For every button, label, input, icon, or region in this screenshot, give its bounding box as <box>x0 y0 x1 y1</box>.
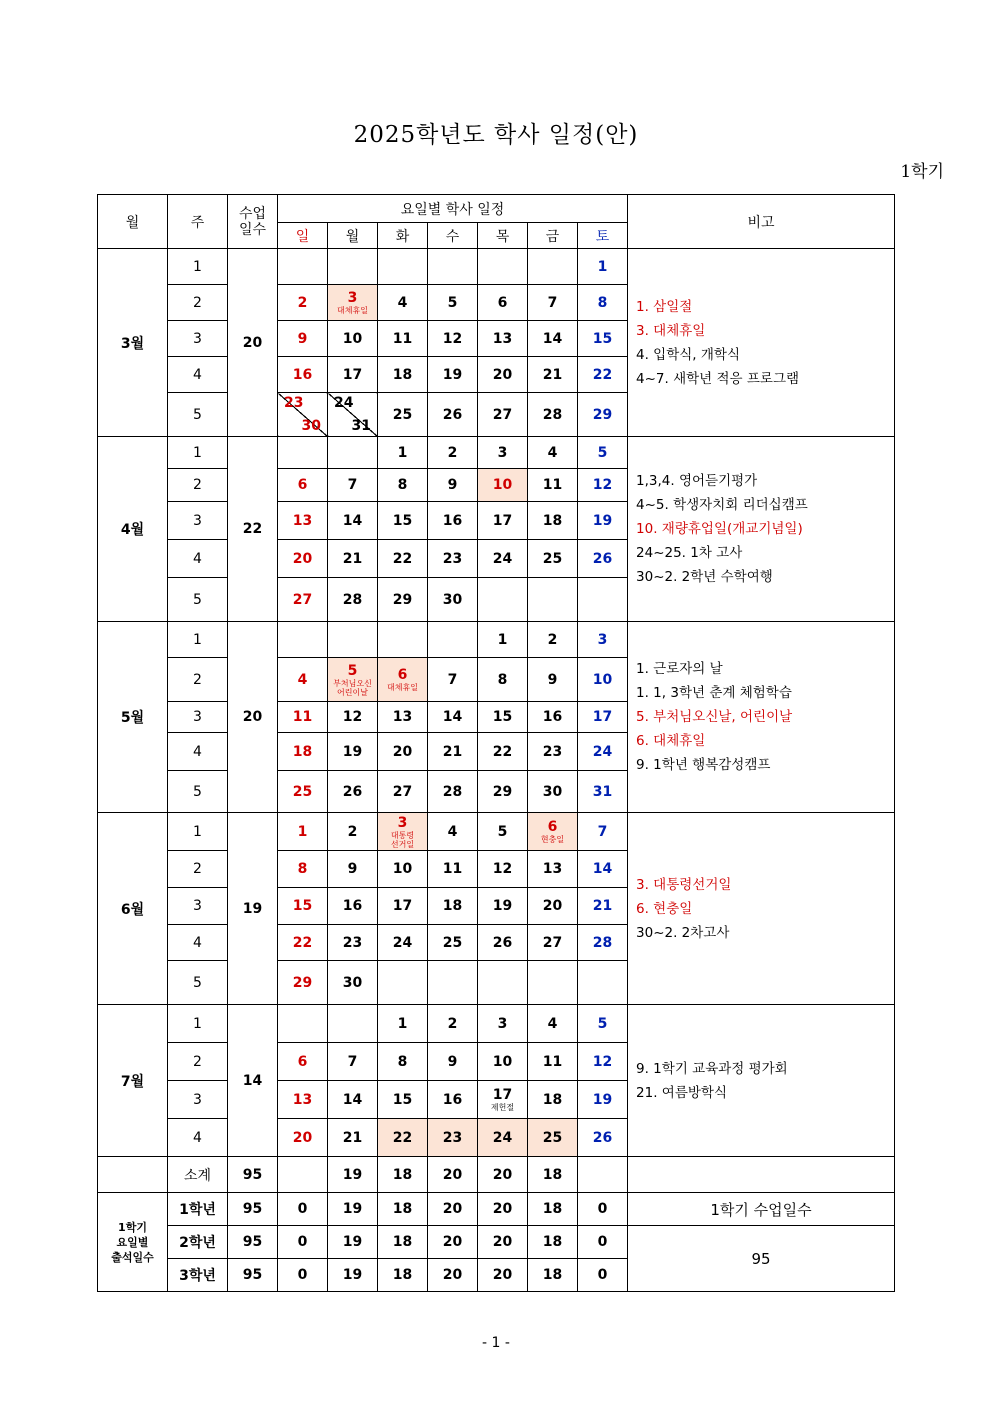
week-num: 5 <box>168 961 228 1005</box>
day-cell: 18 <box>278 733 328 771</box>
att-cell: 18 <box>378 1259 428 1292</box>
note-line: 24~25. 1차 고사 <box>636 545 743 561</box>
grade-label: 2학년 <box>168 1226 228 1259</box>
day-cell: 9 <box>328 851 378 888</box>
day-cell: 9 <box>528 658 578 702</box>
month-label: 4월 <box>98 437 168 622</box>
month-days: 19 <box>228 813 278 1005</box>
day-cell: 24 <box>378 925 428 961</box>
day-cell: 15 <box>378 502 428 540</box>
note-line: 1. 삼일절 <box>636 298 693 315</box>
week-num: 1 <box>168 813 228 851</box>
day-cell: 27 <box>378 771 428 813</box>
semester-label: 1학기 <box>900 162 944 182</box>
day-cell: 30 <box>528 771 578 813</box>
day-cell: 16 <box>278 357 328 393</box>
day-cell: 29 <box>478 771 528 813</box>
att-cell: 0 <box>578 1193 628 1226</box>
month-label: 6월 <box>98 813 168 1005</box>
note-line: 9. 1학년 행복감성캠프 <box>636 757 771 773</box>
weekday-mon: 월 <box>328 223 378 249</box>
grade-label: 1학년 <box>168 1193 228 1226</box>
day-cell: 9 <box>428 469 478 502</box>
day-cell: 7 <box>328 1043 378 1081</box>
day-cell: 10 <box>378 851 428 888</box>
day-cell: 20 <box>378 733 428 771</box>
day-cell: 27 <box>478 393 528 437</box>
month-label: 7월 <box>98 1005 168 1157</box>
day-cell: 26 <box>428 393 478 437</box>
week-num: 1 <box>168 622 228 658</box>
day-cell: 19 <box>578 502 628 540</box>
day-cell: 5 <box>428 285 478 321</box>
day-cell: 26 <box>578 1119 628 1157</box>
day-cell: 28 <box>528 393 578 437</box>
note-line: 30~2. 2차고사 <box>636 924 730 941</box>
day-cell: 13 <box>378 702 428 733</box>
day-cell: 21 <box>578 888 628 925</box>
day-cell: 15 <box>578 321 628 357</box>
attendance-label: 1학기 요일별 출석일수 <box>98 1193 168 1292</box>
att-cell: 18 <box>528 1226 578 1259</box>
day-cell: 17 <box>478 502 528 540</box>
day-cell: 16 <box>528 702 578 733</box>
week-num: 4 <box>168 1119 228 1157</box>
day-cell: 28 <box>428 771 478 813</box>
day-cell: 10 <box>478 1043 528 1081</box>
day-cell: 21 <box>428 733 478 771</box>
day-cell: 2 <box>278 285 328 321</box>
day-cell: 15 <box>378 1081 428 1119</box>
week-num: 3 <box>168 502 228 540</box>
att-cell: 19 <box>328 1259 378 1292</box>
subtotal-wed: 20 <box>428 1157 478 1193</box>
week-num: 5 <box>168 393 228 437</box>
month-days: 20 <box>228 622 278 813</box>
week-num: 5 <box>168 771 228 813</box>
day-cell: 18 <box>528 502 578 540</box>
day-cell: 17 <box>378 888 428 925</box>
day-cell: 28 <box>578 925 628 961</box>
att-cell: 18 <box>528 1259 578 1292</box>
day-cell: 12 <box>478 851 528 888</box>
att-cell: 20 <box>478 1259 528 1292</box>
day-cell: 10 <box>328 321 378 357</box>
day-cell: 8 <box>378 1043 428 1081</box>
day-cell: 23 <box>428 540 478 578</box>
day-cell: 25 <box>378 393 428 437</box>
day-cell: 11 <box>428 851 478 888</box>
note-line: 4~7. 새학년 적응 프로그램 <box>636 370 800 387</box>
day-cell: 24 <box>478 1119 528 1157</box>
month-notes <box>628 622 895 813</box>
att-cell: 0 <box>278 1193 328 1226</box>
subtotal-fri: 18 <box>528 1157 578 1193</box>
weekday-thu: 목 <box>478 223 528 249</box>
day-note: 대체휴일 <box>337 306 368 315</box>
summary-value: 95 <box>628 1226 895 1292</box>
day-cell: 29 <box>578 393 628 437</box>
day-cell: 18 <box>378 357 428 393</box>
note-line: 5. 부처님오신날, 어린이날 <box>636 709 793 725</box>
att-cell: 19 <box>328 1193 378 1226</box>
day-cell: 3 <box>478 437 528 469</box>
day-cell: 9 <box>428 1043 478 1081</box>
day-cell: 13 <box>478 321 528 357</box>
month-days: 14 <box>228 1005 278 1157</box>
week-num: 3 <box>168 1081 228 1119</box>
day-cell: 3 대통령 선거일 <box>378 813 428 851</box>
day-cell: 5 부처님오신 어린이날 <box>328 658 378 702</box>
subtotal-tue: 18 <box>378 1157 428 1193</box>
day-cell: 1 <box>378 437 428 469</box>
day-cell: 11 <box>378 321 428 357</box>
week-num: 2 <box>168 658 228 702</box>
day-cell: 7 <box>528 285 578 321</box>
month-days: 20 <box>228 249 278 437</box>
day-cell: 13 <box>528 851 578 888</box>
day-cell: 12 <box>578 1043 628 1081</box>
day-cell: 18 <box>528 1081 578 1119</box>
day-cell: 1 <box>378 1005 428 1043</box>
day-cell: 25 <box>528 1119 578 1157</box>
day-cell: 19 <box>428 357 478 393</box>
day-cell: 24 <box>578 733 628 771</box>
grade-label: 3학년 <box>168 1259 228 1292</box>
month-notes <box>628 437 895 622</box>
week-num: 3 <box>168 702 228 733</box>
day-note: 현충일 <box>540 835 565 844</box>
day-cell: 30 <box>428 578 478 622</box>
att-cell: 18 <box>378 1226 428 1259</box>
note-line: 3. 대체휴일 <box>636 322 706 339</box>
weekday-fri: 금 <box>528 223 578 249</box>
week-num: 2 <box>168 851 228 888</box>
day-cell: 4 <box>528 1005 578 1043</box>
day-cell: 11 <box>278 702 328 733</box>
att-cell: 0 <box>278 1226 328 1259</box>
week-num: 4 <box>168 733 228 771</box>
day-cell: 8 <box>578 285 628 321</box>
day-cell: 8 <box>378 469 428 502</box>
grade-total: 95 <box>228 1193 278 1226</box>
month-notes <box>628 1005 895 1157</box>
att-cell: 19 <box>328 1226 378 1259</box>
att-cell: 18 <box>378 1193 428 1226</box>
day-cell: 31 <box>578 771 628 813</box>
att-cell: 20 <box>428 1226 478 1259</box>
day-cell: 22 <box>378 1119 428 1157</box>
day-cell: 27 <box>528 925 578 961</box>
week-num: 4 <box>168 925 228 961</box>
day-cell: 3 <box>578 622 628 658</box>
day-cell: 13 <box>278 502 328 540</box>
day-cell: 1 <box>478 622 528 658</box>
att-cell: 18 <box>528 1193 578 1226</box>
month-notes <box>628 813 895 1005</box>
summary-label: 1학기 수업일수 <box>628 1193 895 1226</box>
page-number: - 1 - <box>482 1335 510 1351</box>
day-cell: 27 <box>278 578 328 622</box>
grade-total: 95 <box>228 1226 278 1259</box>
subtotal-sun <box>278 1157 328 1193</box>
day-cell: 4 <box>428 813 478 851</box>
day-cell: 26 <box>328 771 378 813</box>
month-notes <box>628 249 895 437</box>
day-cell: 14 <box>428 702 478 733</box>
att-cell: 20 <box>478 1226 528 1259</box>
day-cell: 25 <box>528 540 578 578</box>
week-num: 5 <box>168 578 228 622</box>
day-cell: 19 <box>478 888 528 925</box>
day-cell: 26 <box>578 540 628 578</box>
note-line: 21. 여름방학식 <box>636 1084 727 1101</box>
grade-total: 95 <box>228 1259 278 1292</box>
day-cell: 21 <box>528 357 578 393</box>
day-cell: 1 <box>278 813 328 851</box>
month-label: 3월 <box>98 249 168 437</box>
day-cell: 15 <box>278 888 328 925</box>
day-cell: 15 <box>478 702 528 733</box>
day-cell: 3 <box>478 1005 528 1043</box>
day-cell: 23 <box>328 925 378 961</box>
day-cell: 14 <box>578 851 628 888</box>
day-cell: 2 <box>428 1005 478 1043</box>
weekday-tue: 화 <box>378 223 428 249</box>
day-cell: 12 <box>328 702 378 733</box>
day-cell: 6 대체휴일 <box>378 658 428 702</box>
day-cell: 7 <box>428 658 478 702</box>
subtotal-mon: 19 <box>328 1157 378 1193</box>
week-num: 2 <box>168 285 228 321</box>
day-cell: 4 <box>278 658 328 702</box>
day-cell: 18 <box>428 888 478 925</box>
day-note: 부처님오신 어린이날 <box>333 678 372 697</box>
att-cell: 20 <box>478 1193 528 1226</box>
week-num: 1 <box>168 1005 228 1043</box>
day-cell: 14 <box>528 321 578 357</box>
day-cell: 7 <box>578 813 628 851</box>
day-cell: 21 <box>328 540 378 578</box>
day-cell: 20 <box>528 888 578 925</box>
day-cell: 29 <box>278 961 328 1005</box>
note-line: 10. 재량휴업일(개교기념일) <box>636 521 803 537</box>
att-cell: 0 <box>578 1259 628 1292</box>
day-cell: 17 <box>328 357 378 393</box>
day-cell: 21 <box>328 1119 378 1157</box>
day-cell: 17 제헌절 <box>478 1081 528 1119</box>
note-line: 1. 근로자의 날 <box>636 661 723 677</box>
att-cell: 20 <box>428 1259 478 1292</box>
day-cell: 16 <box>428 502 478 540</box>
day-cell: 4 <box>528 437 578 469</box>
day-cell: 10 <box>478 469 528 502</box>
week-num: 4 <box>168 357 228 393</box>
day-cell: 22 <box>378 540 428 578</box>
day-cell: 13 <box>278 1081 328 1119</box>
day-cell: 6 현충일 <box>528 813 578 851</box>
header-month: 월 <box>98 195 168 249</box>
week-num: 2 <box>168 1043 228 1081</box>
day-cell: 16 <box>428 1081 478 1119</box>
note-line: 1. 1, 3학년 춘계 체험학습 <box>636 685 792 701</box>
week-num: 1 <box>168 249 228 285</box>
day-cell: 8 <box>478 658 528 702</box>
day-cell: 12 <box>428 321 478 357</box>
day-cell: 24 <box>478 540 528 578</box>
day-cell: 23 <box>428 1119 478 1157</box>
day-cell: 19 <box>328 733 378 771</box>
header-days-count: 수업 일수 <box>228 195 278 249</box>
day-cell: 6 <box>278 1043 328 1081</box>
day-cell: 14 <box>328 1081 378 1119</box>
day-cell: 28 <box>328 578 378 622</box>
day-cell: 22 <box>478 733 528 771</box>
att-cell: 20 <box>428 1193 478 1226</box>
day-cell: 22 <box>578 357 628 393</box>
day-note: 제헌절 <box>490 1103 515 1112</box>
day-cell: 10 <box>578 658 628 702</box>
day-cell: 26 <box>478 925 528 961</box>
day-cell: 9 <box>278 321 328 357</box>
day-cell: 6 <box>278 469 328 502</box>
note-line: 3. 대통령선거일 <box>636 876 732 893</box>
day-cell: 2 <box>328 813 378 851</box>
day-cell: 29 <box>378 578 428 622</box>
day-cell: 6 <box>478 285 528 321</box>
day-cell: 5 <box>578 437 628 469</box>
header-remarks: 비고 <box>628 195 895 249</box>
subtotal-label: 소계 <box>168 1157 228 1193</box>
week-num: 1 <box>168 437 228 469</box>
subtotal-sat <box>578 1157 628 1193</box>
month-days: 22 <box>228 437 278 622</box>
header-schedule: 요일별 학사 일정 <box>278 195 628 223</box>
day-cell-split: 23 30 <box>278 393 328 437</box>
day-note: 대체휴일 <box>387 683 418 692</box>
day-cell: 12 <box>578 469 628 502</box>
header-week: 주 <box>168 195 228 249</box>
week-num: 2 <box>168 469 228 502</box>
day-note: 대통령 선거일 <box>390 830 415 849</box>
att-cell: 0 <box>578 1226 628 1259</box>
day-cell: 2 <box>428 437 478 469</box>
day-cell: 20 <box>478 357 528 393</box>
day-cell: 3 대체휴일 <box>328 285 378 321</box>
note-line: 4. 입학식, 개학식 <box>636 346 741 363</box>
note-line: 9. 1학기 교육과정 평가회 <box>636 1060 788 1077</box>
note-line: 4~5. 학생자치회 리더십캠프 <box>636 497 808 513</box>
day-cell: 5 <box>478 813 528 851</box>
day-cell: 4 <box>378 285 428 321</box>
week-num: 3 <box>168 888 228 925</box>
weekday-sat: 토 <box>578 223 628 249</box>
subtotal-thu: 20 <box>478 1157 528 1193</box>
day-cell: 19 <box>578 1081 628 1119</box>
day-cell-split: 24 31 <box>328 393 378 437</box>
day-cell: 1 <box>578 249 628 285</box>
day-cell: 25 <box>428 925 478 961</box>
att-cell: 0 <box>278 1259 328 1292</box>
weekday-sun: 일 <box>278 223 328 249</box>
day-cell: 25 <box>278 771 328 813</box>
day-cell: 22 <box>278 925 328 961</box>
day-cell: 17 <box>578 702 628 733</box>
day-cell: 7 <box>328 469 378 502</box>
subtotal-total: 95 <box>228 1157 278 1193</box>
day-cell: 11 <box>528 1043 578 1081</box>
day-cell: 20 <box>278 540 328 578</box>
note-line: 6. 대체휴일 <box>636 733 706 749</box>
day-cell: 11 <box>528 469 578 502</box>
weekday-wed: 수 <box>428 223 478 249</box>
day-cell: 23 <box>528 733 578 771</box>
page-title: 2025학년도 학사 일정(안) <box>353 122 639 148</box>
month-label: 5월 <box>98 622 168 813</box>
day-cell: 14 <box>328 502 378 540</box>
day-cell: 5 <box>578 1005 628 1043</box>
day-cell: 30 <box>328 961 378 1005</box>
week-num: 4 <box>168 540 228 578</box>
day-cell: 20 <box>278 1119 328 1157</box>
day-cell: 2 <box>528 622 578 658</box>
day-cell: 16 <box>328 888 378 925</box>
note-line: 30~2. 2학년 수학여행 <box>636 569 773 585</box>
day-cell: 8 <box>278 851 328 888</box>
note-line: 1,3,4. 영어듣기평가 <box>636 473 758 489</box>
note-line: 6. 현충일 <box>636 900 693 917</box>
schedule-table <box>97 194 895 1292</box>
week-num: 3 <box>168 321 228 357</box>
